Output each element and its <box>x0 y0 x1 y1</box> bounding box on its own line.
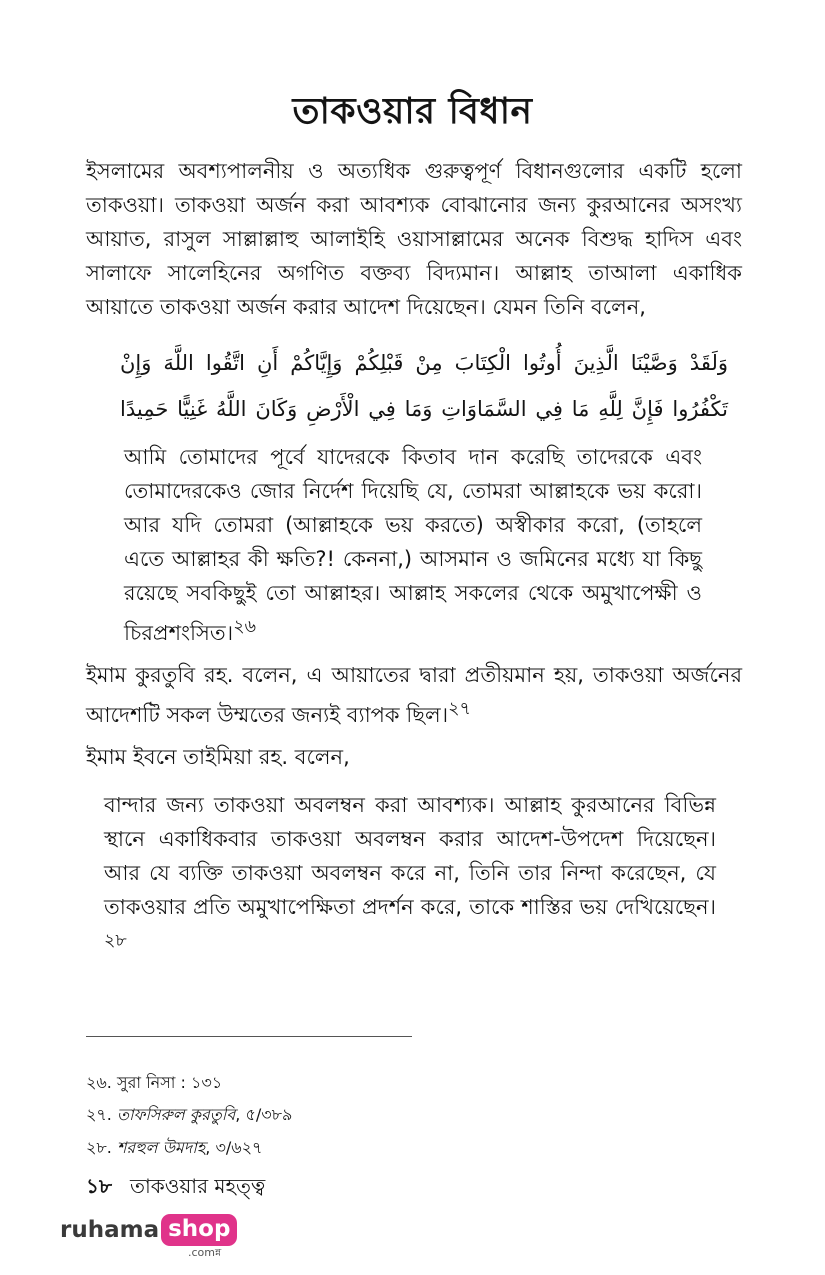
running-footer-title: তাকওয়ার মহত্ত্ব <box>129 1174 266 1198</box>
qurtubi-text: ইমাম কুরতুবি রহ. বলেন, এ আয়াতের দ্বারা প্রতীয়মান হয়, তাকওয়া অর্জনের আদেশটি সকল উম্মতের জন্যই ব্যাপক ছিল। <box>86 663 742 727</box>
page-footer <box>86 1172 265 1200</box>
footnote-detail: , ৫/৩৮৯ <box>235 1105 293 1124</box>
qurtubi-paragraph <box>86 658 742 732</box>
verse-translation-text: আমি তোমাদের পূর্বে যাদেরকে কিতাব দান করেছি তাদেরকে এবং তোমাদেরকেও জোর নির্দেশ দিয়েছি যে, তোমরা আল্লাহকে ভয় করো। আর যদি তোমরা (আল্লাহকে ভয় করতে) অস্বীকার করো, (তাহলে এতে আল্লাহর কী ক্ষতি?! কেননা,) আসমান ও জমিনের মধ্যে যা কিছু রয়েছে সবকিছুই তো আল্লাহর। আল্লাহ সকলের থেকে অমুখাপেক্ষী ও চিরপ্রশংসিত। <box>124 445 702 645</box>
verse-translation <box>124 440 702 650</box>
footnote-ref-27[interactable]: ২৭ <box>448 699 471 719</box>
logo-domain: .comন্ন <box>188 1246 222 1259</box>
footnote-ref-28[interactable]: ২৮ <box>104 931 127 951</box>
ruhamashop-logo <box>60 1214 237 1259</box>
logo-shop-badge: shop <box>161 1214 237 1246</box>
footnote-28 <box>86 1137 586 1159</box>
ibn-taymiyyah-intro: ইমাম ইবনে তাইমিয়া রহ. বলেন, <box>86 745 350 769</box>
ibn-taymiyyah-quote-text: বান্দার জন্য তাকওয়া অবলম্বন করা আবশ্যক। আল্লাহ কুরআনের বিভিন্ন স্থানে একাধিকবার তাকওয়া অবলম্বন করার আদেশ-উপদেশ দিয়েছেন। আর যে ব্যক্তি তাকওয়া অবলম্বন করে না, তিনি তার নিন্দা করেছেন, যে তাকওয়ার প্রতি অমুখাপেক্ষিতা প্রদর্শন করে, তাকে শাস্তির ভয় দেখিয়েছেন। <box>104 793 716 919</box>
ibn-taymiyyah-quote <box>104 788 716 964</box>
footnote-27 <box>86 1104 586 1126</box>
logo-brand-text: ruhama <box>60 1217 160 1243</box>
page-number: ১৮ <box>86 1174 112 1198</box>
footnote-source: তাফসিরুল কুরতুবি <box>117 1105 236 1124</box>
footnote-divider <box>86 1036 412 1037</box>
intro-paragraph: ইসলামের অবশ্যপালনীয় ও অত্যধিক গুরুত্বপূর্ণ বিধানগুলোর একটি হলো তাকওয়া। তাকওয়া অর্জন করা আবশ্যক বোঝানোর জন্য কুরআনের অসংখ্য আয়াত, রাসুল সাল্লাল্লাহু আলাইহি ওয়াসাল্লামের অনেক বিশুদ্ধ হাদিস এবং সালাফে সালেহিনের অগণিত বক্তব্য বিদ্যমান। আল্লাহ তাআলা একাধিক আয়াতে তাকওয়া অর্জন করার আদেশ দিয়েছেন। যেমন তিনি বলেন, <box>86 159 742 319</box>
footnote-26 <box>86 1072 586 1094</box>
footnote-ref-26[interactable]: ২৬ <box>233 617 256 637</box>
chapter-title: তাকওয়ার বিধান <box>292 91 533 132</box>
footnote-detail: : ১৩১ <box>175 1073 223 1092</box>
footnote-source: শরহুল উমদাহ <box>116 1138 206 1157</box>
arabic-verse: وَلَقَدْ وَصَّيْنَا الَّذِينَ أُوتُوا الْكِتَابَ مِنْ قَبْلِكُمْ وَإِيَّاكُمْ أَنِ اتَّقُوا اللَّهَ وَإِنْ تَكْفُرُوا فَإِنَّ لِلَّهِ مَا فِي السَّمَاوَاتِ وَمَا فِي الْأَرْضِ وَكَانَ اللَّهُ غَنِيًّا حَمِيدًا <box>120 351 728 421</box>
footnote-detail: , ৩/৬২৭ <box>205 1138 263 1157</box>
footnote-number: ২৮. <box>86 1138 112 1157</box>
footnote-number: ২৭. <box>86 1105 112 1124</box>
footnote-source: সুরা নিসা <box>117 1073 176 1092</box>
footnote-number: ২৬. <box>86 1073 112 1092</box>
